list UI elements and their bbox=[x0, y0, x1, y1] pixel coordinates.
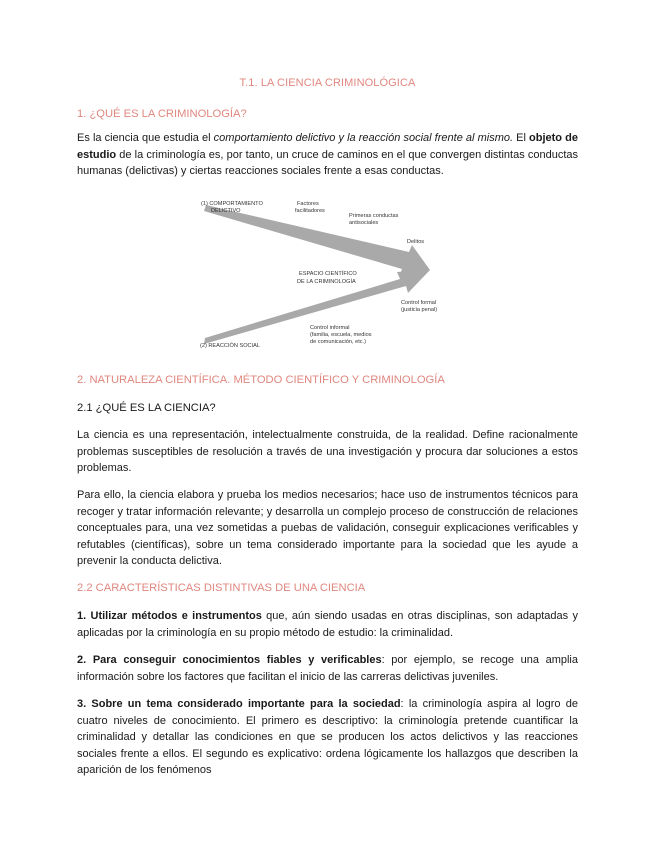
bold-run: 1. Utilizar métodos e instrumentos bbox=[77, 610, 262, 622]
label-comportamiento-1: (1) COMPORTAMIENTO bbox=[201, 201, 263, 207]
label-control-formal-1: Control formal bbox=[401, 300, 437, 306]
label-control-informal-2: (familia, escuela, medios bbox=[310, 332, 372, 338]
bold-run: 2. Para conseguir conocimientos fiables y verificables bbox=[77, 654, 382, 666]
label-reaccion: (2) REACCIÓN SOCIAL bbox=[200, 343, 260, 349]
label-primeras-1: Primeras conductas bbox=[349, 213, 399, 219]
text-run: El bbox=[513, 132, 530, 144]
label-control-informal-1: Control informal bbox=[310, 325, 350, 331]
subsection-2-1-paragraph-2: Para ello, la ciencia elabora y prueba los medios necesarios; hace uso de instrumentos técnicos para recoger y tratar información relevante; y desarrolla un complejo proceso de construcción de relaciones conceptuales para, una vez sometidas a puebas de validación, conseguir explicaciones verificables y refutables (científicas), sobre un tema considerado importante para la sociedad que les ayude a prevenir la conducta delictiva. bbox=[77, 489, 578, 568]
bold-run: objeto de estudio bbox=[77, 132, 578, 161]
text-run: : por ejemplo, se recoge una amplia información sobre los factores que facilitan el inicio de las carreras delictivas juveniles. bbox=[77, 654, 578, 683]
section-1-heading: 1. ¿QUÉ ES LA CRIMINOLOGÍA? bbox=[77, 108, 247, 120]
document-title: T.1. LA CIENCIA CRIMINOLÓGICA bbox=[239, 77, 416, 89]
bold-run: 3. Sobre un tema considerado importante para la sociedad bbox=[77, 698, 401, 710]
subsection-2-1-heading: 2.1 ¿QUÉ ES LA CIENCIA? bbox=[77, 402, 216, 414]
characteristic-3 bbox=[77, 696, 578, 779]
label-factores-2: facilitadores bbox=[295, 208, 325, 214]
text-run: de la criminología es, por tanto, un cruce de caminos en el que convergen distintas conductas humanas (delictivas) y ciertas reacciones sociales frente a esas conductas. bbox=[77, 148, 578, 178]
label-delitos: Delitos bbox=[407, 239, 425, 245]
label-control-formal-2: (justicia penal) bbox=[401, 307, 438, 313]
section-1-paragraph bbox=[77, 130, 578, 180]
characteristic-1 bbox=[77, 608, 578, 641]
text-run: que, aún siendo usadas en otras disciplinas, son adaptadas y aplicadas por la criminología en su propio método de estudio: la criminalidad. bbox=[77, 610, 578, 639]
label-espacio-2: DE LA CRIMINOLOGÍA bbox=[297, 279, 356, 285]
section-2-heading: 2. NATURALEZA CIENTÍFICA. MÉTODO CIENTÍFICO Y CRIMINOLOGÍA bbox=[77, 374, 445, 386]
label-primeras-2: antisociales bbox=[349, 220, 379, 226]
text-run: : la criminología aspira al logro de cuatro niveles de conocimiento. El primero es descriptivo: la criminología pretende cuantificar la criminalidad y detallar las condiciones en que se producen los actos delictivos y las reacciones sociales frente a ellos. El segundo es explicativo: ordena lógicamente los hallazgos que describen la aparición de los fenómenos bbox=[77, 698, 578, 777]
label-factores-1: Factores bbox=[297, 201, 319, 207]
label-control-informal-3: de comunicación, etc.) bbox=[310, 339, 366, 345]
subsection-2-1-paragraph-1: La ciencia es una representación, intelectualmente construida, de la realidad. Define racionalmente problemas susceptibles de resolución a través de una investigación y procura dar soluciones a estos problemas. bbox=[77, 429, 578, 475]
label-espacio-1: ESPACIO CIENTÍFICO bbox=[299, 271, 357, 277]
characteristic-2 bbox=[77, 652, 578, 685]
subsection-2-2-heading: 2.2 CARACTERÍSTICAS DISTINTIVAS DE UNA CIENCIA bbox=[77, 582, 366, 594]
text-run: Es la ciencia que estudia el bbox=[77, 132, 214, 144]
italic-run: comportamiento delictivo y la reacción social frente al mismo. bbox=[213, 132, 514, 144]
criminology-diagram bbox=[196, 197, 456, 353]
diagram-svg bbox=[196, 197, 456, 353]
label-comportamiento-2: DELICTIVO bbox=[211, 208, 241, 214]
